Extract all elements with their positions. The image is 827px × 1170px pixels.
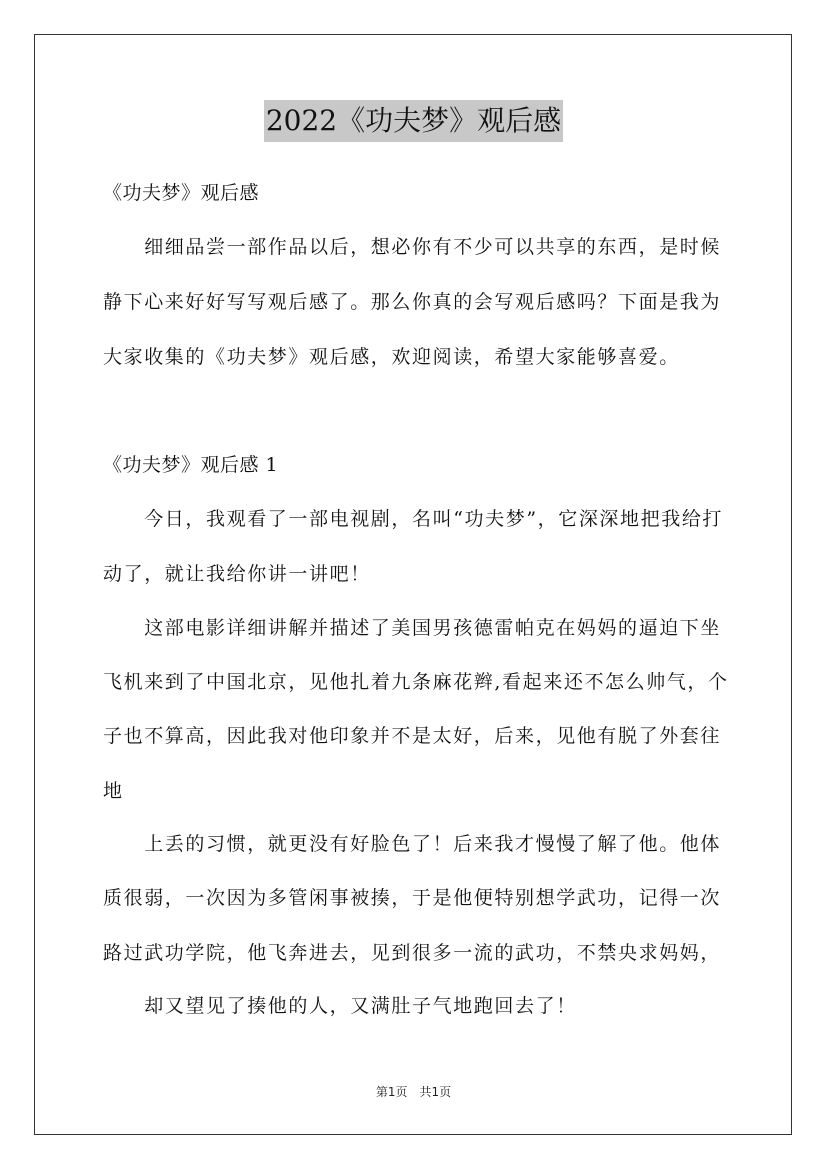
paragraph-line: 路过武功学院，他飞奔进去，见到很多一流的武功，不禁央求妈妈， — [103, 942, 722, 964]
paragraph-line: 飞机来到了中国北京，见他扎着九条麻花辫,看起来还不怎么帅气，个 — [103, 671, 729, 693]
paragraph-line: 细细品尝一部作品以后，想必你有不少可以共享的东西，是时候 — [103, 236, 722, 258]
paragraph-line: 上丢的习惯，就更没有好脸色了！后来我才慢慢了解了他。他体 — [103, 833, 722, 855]
paragraph-line: 子也不算高，因此我对他印象并不是太好，后来，见他有脱了外套往 — [103, 725, 722, 747]
paragraph-line: 却又望见了揍他的人，又满肚子气地跑回去了！ — [103, 995, 577, 1017]
paragraph-line: 质很弱，一次因为多管闲事被揍，于是他便特别想学武功，记得一次 — [103, 887, 722, 909]
paragraph-line: 大家收集的《功夫梦》观后感，欢迎阅读，希望大家能够喜爱。 — [103, 346, 680, 368]
section-heading: 《功夫梦》观后感 1 — [103, 454, 279, 476]
paragraph-line: 动了，就让我给你讲一讲吧！ — [103, 563, 371, 585]
document-title: 2022《功夫梦》观后感 — [264, 100, 563, 142]
title-container — [0, 100, 827, 142]
paragraph-line: 今日，我观看了一部电视剧，名叫“功夫梦”，它深深地把我给打 — [103, 508, 724, 530]
page-footer: 第1页 共1页 — [375, 1085, 452, 1099]
paragraph-line: 地 — [103, 780, 124, 802]
paragraph-line: 静下心来好好写写观后感了。那么你真的会写观后感吗？下面是我为 — [103, 291, 722, 313]
paragraph-line: 这部电影详细讲解并描述了美国男孩德雷帕克在妈妈的逼迫下坐 — [103, 617, 722, 639]
section-heading: 《功夫梦》观后感 — [103, 182, 260, 204]
